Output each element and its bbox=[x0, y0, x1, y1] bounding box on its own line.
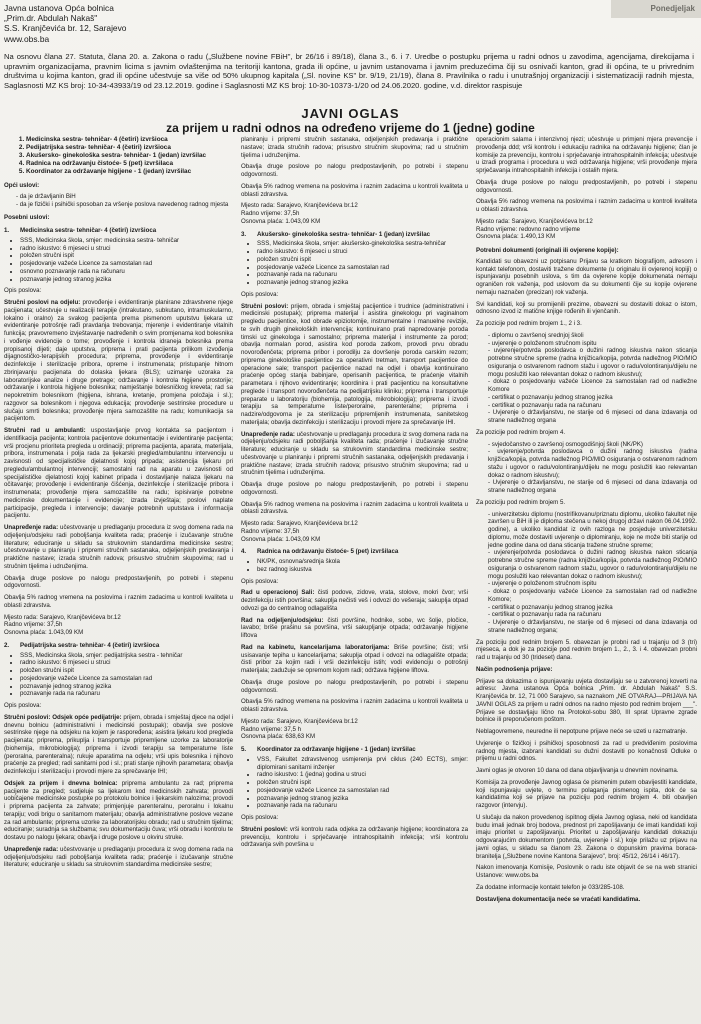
job-3-location: Mjesto rada: Sarajevo, Kranjčevićeva br.12 bbox=[241, 520, 358, 527]
document-item: - certifikat o poznavanju jednog stranog jezika bbox=[488, 604, 697, 612]
job-3-salary: Osnovna plaća: 1.043,09 KM bbox=[241, 535, 321, 543]
docs-group-2-list bbox=[476, 441, 697, 495]
docs-group-1-heading: Za pozicije pod rednim brojem 1., 2 i 3. bbox=[476, 320, 582, 327]
requirement: • položen stručni ispit bbox=[257, 256, 468, 264]
job-5-salary: Osnovna plaća: 1.490,13 KM bbox=[476, 233, 556, 241]
position-item: 3. Akušersko- ginekološka sestra- tehničar- 1 (jedan) izvršilac bbox=[26, 152, 233, 160]
document-item: - uvjerenje/potvrda poslodavca o dužini radnog iskustva nakon sticanja potrebne stručne spreme (radna knjižica/kopija, potvrda nadležnog PIO/MIO osiguranja o ostvarenom radnom stažu i ugovor o radu/volontiranju/dijelu ne mogu poslužiti kao relevantan dokaz o radnom iskustvu); bbox=[488, 347, 697, 378]
job-5-heading: 5. Koordinator za održavanje higijene - 1 (jedan) izvršilac bbox=[241, 746, 416, 753]
requirement: • bez radnog iskustva bbox=[257, 566, 468, 574]
position-item: 4. Radnica na održavanju čistoće- 5 (pet) izvršilaca bbox=[26, 160, 233, 168]
job-1-heading: 1. Medicinska sestra- tehničar- 4 (četiri) izvršioca bbox=[4, 227, 157, 234]
priority-note: U slučaju da nakon provedenog ispitnog dijela Javnog oglasa, neki od kandidata budu imali jednak broj bodova, prednost pri zapošljavanju će imati kandidati koji imaju prioritet u zapošljavanju. Prioritet u zapošljavanju kandidati dokazuju odgovarajućim dokumentom (potvrda, uvjerenje i sl.) koje prilažu uz prijavu na javni oglas, u skladu sa članom 23. Zakona o dopunskim pravima boraca-branitelja („Službene novine Kantona Sarajevo", broj: 45/12, 26/14 i 46/17). bbox=[476, 813, 697, 860]
general-condition: - da je državljanin BiH bbox=[16, 193, 233, 201]
documents-intro: Kandidati su obavezni uz potpisanu Prijavu sa kratkom biografijom, adresom i kontakt telefonom, dostaviti tražene dokumente (u originalu ili ovjerenoj kopiji) o ispunjavanju posebnih uslova, s tim da ovjerene kopije dokumenata nemaju ograničen rok važenja, pod uslovom da su dokumenti čije su kopije ovjerene nemaju naznačen (precizan) rok važenja. bbox=[476, 257, 697, 296]
requirement: • SSS, Medicinska škola, smjer: medicinska sestra- tehničar bbox=[20, 237, 233, 245]
job-3-duties-professional: Stručni poslovi: prijem, obrada i smještaj pacijentice i trudnice (administrativni i medicinski postupak); priprema materijal i asistira ginekologu pri vaginalnom pregledu pacijentice, kod obrade epiziotomije, instrumentalne i manuelne revizije, te svih drugih ginekoloških intervencija; kontinuirano prati napredovanje poroda timski uz ginekologa i samostalno; priprema materijal i instrumente za porod; obavlja normalan porod, asistira kod poroda zatkom, provodi prvu obradu novorođenčeta; priprema pribor i porodilju za dovršenje poroda carskim rezom; priprema ginekološke pacijentice za operativni tretman, transport pacijentice do operacione sale; transport pacijentice nazad na odjel i obavlja kontinuirano praćenje općeg stanja babinjare, operisanih pacijentica, te praćenje vitalnih parametara i njihovo evidentiranje; koordinira i prati pacijenticu na konsultativne preglede i transport novorođenčeta na pedijatrijsku kliniku; priprema i transportuje preparate u laboratoriju (biohemija, patologija, mikrobiologija); priprema i izvodi terapiju sa temperaturne liste/peroralne, parenteralne; priprema i nadzire/odgovorna je za sterilizaciju pripremljenih instrumenata, sanitetskog materijala; obavlja dezinfekciju i sterilizaciju i provodi mjere za sprečavanje IHI. bbox=[241, 302, 468, 426]
ad-title-main: JAVNI OGLAS bbox=[301, 106, 400, 121]
job-2-requirements bbox=[4, 652, 233, 699]
document-item: - certifikat o poznavanju rada na računaru bbox=[488, 402, 697, 410]
job-3-duties-improvement: Unapređenje rada: učestvovanje u predlaganju procedura iz svog domena rada na odjeljenju/odsjeku radi poboljšanja kvaliteta rada; praćenje i izučavanje stručne literature; educiranje u skladu sa strukovnim standardima medicinske sestre; učestvovanje u planiranju i pripremi stručnih sastanaka, odjeljenjskih predavanja i praktične nastave; izrada stručnih radova; prisustvo stručnim skupovima; rad u stručnim tijelima i udruženjima. bbox=[241, 430, 468, 477]
page-corner-label: Ponedjeljak bbox=[611, 0, 701, 18]
docs-group-1-list bbox=[476, 332, 697, 425]
docs-group-3-heading: Za poziciju pod rednim brojem 5. bbox=[476, 498, 566, 506]
requirement: • poznavanje rada na računaru bbox=[257, 271, 468, 279]
job-4-duties-label: Opis poslova: bbox=[241, 577, 279, 585]
job-4-location: Mjesto rada: Sarajevo, Kranjčevićeva br.12 bbox=[241, 717, 358, 725]
requirement: • radno iskustvo: 6 mjeseci u struci bbox=[257, 248, 468, 256]
job-2-quality-control: Obavlja 5% radnog vremena na poslovima i raznim zadacima u kontroli kvaliteta u oblasti zdravstva. bbox=[241, 182, 468, 198]
docs-group-3-list bbox=[476, 511, 697, 635]
column-2 bbox=[241, 136, 468, 1021]
requirement: • poznavanje rada na računaru bbox=[20, 690, 233, 698]
position-item: 1. Medicinska sestra- tehničar- 4 (četiri) izvršioca bbox=[26, 136, 233, 144]
requirement: • radno iskustvo: 6 mjeseci u struci bbox=[20, 659, 233, 667]
job-5-requirements bbox=[241, 756, 468, 810]
requirement: • položen stručni ispit bbox=[257, 779, 468, 787]
requirement: • posjedovanje važeće Licence za samostalan rad bbox=[257, 264, 468, 272]
job-1-requirements bbox=[4, 237, 233, 284]
job-1-duties-ward: Stručni poslovi na odjelu: provođenje i evidentiranje planirane zdravstvene njege pacijenata; učestvuje u realizaciji terapije (intrakutano, subkutano, intramuskularno, lokalno i oralno) za svakog pacijenta prema pismenom uputstvu ljekara uz evidentiranje potrošnje rađi pravdanja trebovanja; mjerenje i evidentiranje vitalnih funkcija; pravovremeno izvještavanje nadređenih o svim promjenama kod bolesnika i vođenje evidencije o tome; provođenje i kontrola idraneja bolesnika prema propisanoj dijeti; daje uputstva, priprema i prati pacijenta prilikom izvođenja dijagnostičko-terapijskih procedura; priprema, provođenje i evidentiranje dezinfekcije i sterilizacije pribora, opreme i instrumenata; pristupanje hitnom zbrinjavanju pacijenata do dolaska ljekara (BLS); uzimanje uzoraka za laboratorijske analize i druge pretrage; održavanje i kontrola higijene prostorije; održavanje i kontrola higijene bolesnika; namještanje bolesničkog kreveta; rad sa nepokretnim bolesnikom (higijena, ishrana, kretanje, promjena položaja i sl.); razgovor sa bolesnikom i njegova edukacija; provođenje sestrinske procedure u slučaju smrti bolesnika; provođenje mjera samozaštite na radu; komunikacija sa pacijentom. bbox=[4, 299, 233, 423]
requirement: • VSS, Fakultet zdravstvenog usmjerenja prvi ciklus (240 ECTS), smjer: diplomirani sanitarni inženjer bbox=[257, 756, 468, 772]
contact-phone: Za dodatne informacije kontakt telefon je 033/285-108. bbox=[476, 883, 625, 891]
job-4-duties-offices: Rad na kabinetu, kancelarijama laboratorijama: Briše površine; čisti; vrši usisavanje tepiha u kancelarijama; sakuplja otpad i odvozi na odlagalište otpada; čisti pribor za kojim radi i vrši dezinfekciju istih; vodi evidenciju o potrošnji materijala; zadužuje se opremom kojom radi; održava higijene liftova. bbox=[241, 643, 468, 674]
job-5-other-duties: Obavlja druge poslove po nalogu predpostavljenih, po potrebi i stepenu odgovornosti. bbox=[476, 178, 697, 194]
job-5-quality-control: Obavlja 5% radnog vremena na poslovima i raznim zadacima u kontroli kvaliteta u oblasti zdravstva. bbox=[476, 198, 697, 213]
document-item: - univerzitetsku diplomu (nostrifikovanu/priznatu diplomu, ukoliko fakultet nije završen u BiH ili je diploma stečena u nekoj drugoj državi nakon 06.04.1992. godine), a ukoliko kandidat iz ovih razloga ne posjeduje univerzitetsku diplomu, može dostaviti uvjerenje o diplomiranju, koje ne može biti starije od jedne godine dana od dana sticanja tražene stručne spreme; bbox=[488, 511, 697, 550]
requirement: • poznavanje jednog stranog jezika bbox=[257, 279, 468, 287]
legal-intro-paragraph: Na osnovu člana 27. Statuta, člana 20. a. Zakona o radu („Službene novine FBiH", br 26/16 i 89/18), člana 3., 6. i 7. Uredbe o postupku prijema u radni odnos u zavodima, agencijama, direkcijama i upravnim organizacijama, pravnim licima s javnim ovlaštenjima na teritoriji kantona, grada ili općine, u javnim ustanovama i javnim preduzećima čiji su osnivači kanton, grad ili općina, te u privrednim društvima u kojima kanton, grad ili općine učestvuje sa više od 50% ukupnog kapitala („Sl. novine KS" br. 9/19, 21/19), člana 8. Pravilnika o radu i unutrašnjoj organizaciji i sistematizaciji radnih mjesta, Saglasnosti MZ KS broj: 10-34-43933/19 od 23.12.2019. godine i Saglasnosti MZ KS broj: 10-30-10373-1/20 od 24.06.2020. godine, v.d. direktor raspisuje bbox=[4, 52, 694, 90]
job-5-duties-continued: operacionim salama i intenzivnoj njezi; učestvuje u primjeni mjera prevencije i provođenja ddd; vrši kontrolu i edukaciju radnika na održavanju higijene; član je komisije za prevenciju, kontrolu i sprječavanje intrahospitalnih infekcija; učestvuje u izradi programa i procedura u vezi održavanja higijene; vrši provođenje mjera sprječavanja intrahospitalnih infekcija i ostalih mjera. bbox=[476, 136, 697, 174]
requirement: • posjedovanje važeće Licence za samostalan rad bbox=[257, 787, 468, 795]
requirement: • poznavanje rada na računaru bbox=[257, 802, 468, 810]
job-2-duties-label: Opis poslova: bbox=[4, 702, 42, 709]
job-2-heading: 2. Pedijatrijska sestra- tehničar- 4 (četiri) izvršioca bbox=[4, 641, 160, 649]
job-3-other-duties: Obavlja druge poslove po nalogu predpostavljenih, po potrebi i stepenu odgovornosti. bbox=[241, 481, 468, 496]
job-1-other-duties: Obavlja druge poslove po nalogu predpostavljenih, po potrebi i stepenu odgovornosti. bbox=[4, 574, 233, 590]
requirement: • poznavanje jednog stranog jezika bbox=[257, 795, 468, 803]
header-website: www.obs.ba bbox=[4, 33, 50, 44]
document-item: - dokaz o posjedovanju važeće Licence za samostalan rad od nadležne Komore; bbox=[488, 588, 697, 604]
document-item: - Uvjerenje o državljanstvu, ne starije od 6 mjeseci od dana izdavanja od strane nadležnog organa bbox=[488, 479, 697, 495]
job-1-duties-improvement: Unapređenje rada: učestvovanje u predlaganju procedura iz svog domena rada na odjeljenju/odsjeku radi poboljšanja kvaliteta rada; praćenje i izučavanje stručne literature; educiranje u skladu sa strukovnim standardima medicinske sestre; učestvovanje u planiranju i pripremi stručnih sastanaka, odjeljenjskih predavanja i praktične nastave; izrada stručnih radova; prisustvo stručnim skupovima; rad u stručnim tijelima i udruženjima. bbox=[4, 524, 233, 570]
header-line: „Prim.dr. Abdulah Nakaš" bbox=[4, 13, 98, 24]
document-item: - Uvjerenje o državljanstvu, ne starije od 6 mjeseci od dana izdavanja od strane nadležnog organa; bbox=[488, 619, 697, 635]
job-1-location: Mjesto rada: Sarajevo, Kranjčevićeva br.12 bbox=[4, 613, 121, 621]
documents-not-returned: Dostavljena dokumentacija neće se vraćati kandidatima. bbox=[476, 895, 641, 903]
general-condition: - da je fizički i psihički sposoban za vršenje poslova navedenog radnog mjesta bbox=[16, 201, 233, 209]
general-conditions-heading: Opći uslovi: bbox=[4, 182, 40, 189]
job-4-heading: 4. Radnica na održavanju čistoće- 5 (pet) izvršilaca bbox=[241, 548, 399, 556]
submission-method: Prijave sa dokazima o ispunjavanju uvjeta dostavljaju se u zatvorenoj koverti na adresu: Javna ustanova Opća bolnica „Prim. dr. Abdulah Nakaš" S.S. Kranjčevića br. 12, 71 000 Sarajevo, sa naznakom „NE OTVARAJ—PRIJAVA NA JAVNI OGLAS za prijem u radni odnos na radno mjesto pod rednim brojem ___". Prijave se dostavljaju lično na Protokol-sobu 380, III sprat Upravne zgrade bolnice ili preporučenom poštom. bbox=[476, 677, 697, 724]
job-1-duties-label: Opis poslova: bbox=[4, 287, 42, 295]
job-2-duties-admission: Odsjek za prijem i dnevna bolnica: priprema ambulantu za rad; priprema pacijente za pregled; sudjeluje sa ljekarom kod medicinskih zahvata; provodi uobičajene medicinske postupke po protokolu bolnice i ljekarskim nalozima; provodi i priprema pacijenta za zahvate; primjenjuje parenteralnu, peroralnu i lokalnu terapiju; vodi brigu o sanitarnom materijalu; obavlja administrativne poslove vezane za rad ambulante; priprema uzorke za laboratorijsku obradu; rad u stručnim tijelima; educiranje; suradnja sa službama; svu dokumentaciju čuva; vrši obradu i kontrolu te dostavu po nalogu ljekara; obavlja i druge poslove u okviru struke. bbox=[4, 779, 233, 841]
docs-group-2-heading: Za pozicije pod rednim brojem 4. bbox=[476, 428, 566, 436]
job-4-duties-operating-room: Rad u operacionoj Sali: čisti podove, zidove, vrata, stolove, mokri čvor; vrši dezinfekciju istih površina; sakuplja nečisti veš i odvozi do vešeraja; sakuplja otpad odvozi ga do centralnog odlagališta bbox=[241, 589, 468, 612]
document-item: - diplomu o završenoj srednjoj školi bbox=[488, 332, 697, 340]
header-line: Javna ustanova Opća bolnica bbox=[4, 3, 114, 13]
job-5-location: Mjesto rada: Sarajevo, Kranjčevićeva br.12 bbox=[476, 217, 593, 225]
requirement: • SSS, Medicinska škola, smjer: pedijatrijska sestra - tehničar bbox=[20, 652, 233, 660]
general-conditions-list bbox=[4, 193, 233, 209]
column-1 bbox=[4, 136, 233, 1021]
job-3-requirements bbox=[241, 240, 468, 287]
column-3 bbox=[476, 136, 697, 1021]
web-notice: Nakon imenovanja Komisije, Poslovnik o radu iste objavit će se na web stranici Ustanove: www.obs.ba bbox=[476, 864, 697, 879]
job-2-location: Mjesto rada: Sarajevo, Kranjčevićeva br.12 bbox=[241, 202, 358, 210]
requirement: • poznavanje jednog stranog jezika bbox=[20, 683, 233, 691]
institution-header bbox=[4, 3, 304, 44]
job-1-hours: Radno vrijeme: 37,5h bbox=[4, 621, 63, 629]
required-documents-heading: Potrebni dokumenti (originali ili ovjerene kopije): bbox=[476, 247, 619, 254]
document-item: - uvjerenje/potvrda poslodavca o dužini radnog iskustva nakon sticanja potrebne stručne spreme (radna knjižica/kopija, potvrda nadležnog PIO/MIO osiguranja o ostvarenom radnom stažu, ugovor o radu/volontiranju/dijelu ne mogu poslužiti kao relevantan dokaz o radnom iskustvu); bbox=[488, 549, 697, 580]
job-4-duties-ward: Rad na odjeljenju/odsjeku: čisti površine, hodnike, sobe, wc šolje, pločice, lavabo; briše prašinu sa površina, vrši sakupljanje otpada; održavanje higijene liftova bbox=[241, 616, 468, 639]
job-4-other-duties: Obavlja druge poslove po nalogu predpostavljenih, po potrebi i stepenu odgovornosti. bbox=[241, 678, 468, 694]
requirement: • SSS, Medicinska škola, smjer: akušersko-ginekološka sestra-tehničar bbox=[257, 240, 468, 248]
health-certificate-note: Uvjerenje o fizičkoj i psihičkoj sposobnosti za rad u predviđenim poslovima radnog mjesta, izabrani kandidati su dužni dostaviti po konačnosti Odluke o prijemu u radni odnos. bbox=[476, 739, 697, 763]
requirement: • radno iskustvo: 6 mjeseci u struci bbox=[20, 245, 233, 253]
special-conditions-heading: Posebni uslovi: bbox=[4, 214, 50, 222]
job-2-salary: Osnovna plaća: 1.043,09 KM bbox=[241, 217, 321, 225]
job-2-other-duties: Obavlja druge poslove po nalogu predpostavljenih, po potrebi i stepenu odgovornosti. bbox=[241, 163, 468, 178]
position-item: 5. Koordinator za održavanje higijene - 1 (jedan) izvršilac bbox=[26, 168, 233, 176]
job-2-duties-pediatrics: Stručni poslovi: Odsjek opće pedijatrije: prijem, obrada i smještaj djece na odjel i dnevnu bolnicu (administrativni i medicinski postupak); obavlja sve poslove sestrinske njege na odsjeku na kojem je raspoređena; asistira ljekaru kod pregleda pacijenata; priprema, prikuplja i transportuje pripremljene uzorke za laboratorije (biohemija, mikrobiologija); priprema i izvodi terapiju sa temperaturne liste (peroralna, parenteralna); rukuje aparatima na odjelu; vrši upis bolesnika i njihovo praćenje za pregled; radi sanitarni pod i sl.; prati stanje njihovih parametara; obavlja dezinfekciju i sterilizaciju i provodi mjere za sprečavanje IHI; bbox=[4, 713, 233, 775]
requirement: • poznavanje jednog stranog jezika bbox=[20, 276, 233, 284]
document-item: - uvjerenje o položenom stručnom ispitu bbox=[488, 340, 697, 348]
job-1-salary: Osnovna plaća: 1.043,09 KM bbox=[4, 629, 84, 636]
job-5-hours: Radno vrijeme: redovno radno vrijeme bbox=[476, 225, 581, 233]
positions-list bbox=[4, 136, 233, 176]
job-3-hours: Radno vrijeme: 37,5h bbox=[241, 527, 300, 535]
document-item: - uvjerenje/potvrda poslodavca o dužini radnog iskustva (radna knjižica/kopija, potvrda nadležnog PIO/MIO osiguranja o ostvarenom radnom stažu i ugovor o radu/volontiranju/dijelu ne mogu poslužiti kao relevantan dokaz o radnom iskustvu); bbox=[488, 448, 697, 479]
requirement: • položen stručni ispit bbox=[20, 252, 233, 260]
job-4-requirements bbox=[241, 558, 468, 574]
ad-title bbox=[0, 107, 701, 135]
job-2-hours: Radno vrijeme: 37,5h bbox=[241, 210, 300, 217]
commission-note: Komisija za provođenje Javnog oglasa će pismenim putem obavijestiti kandidate, koji ispunjavaju uvjete, o terminu polaganja pismenog ispita, dok će sa kandidatima koji se prijave na poziciju pod rednim brojem 4. biti obavljen razgovor (intervju). bbox=[476, 778, 697, 809]
job-4-quality-control: Obavlja 5% radnog vremena na poslovima i raznim zadacima u kontroli kvaliteta u oblasti zdravstva. bbox=[241, 698, 468, 713]
document-item: - svjedočanstvo o završenoj osmogodišnjoj školi (NK/PK) bbox=[488, 441, 697, 449]
document-item: - Uvjerenje o državljanstvu, ne starije od 6 mjeseci od dana izdavanja od strane nadležnog organa bbox=[488, 409, 697, 425]
job-5-duties-label: Opis poslova: bbox=[241, 814, 279, 821]
job-3-duties-label: Opis poslova: bbox=[241, 290, 279, 298]
job-2-duties-continued: planiranju i pripremi stručnih sastanaka, odjeljenjskih predavanja i praktične nastave; izrada stručnih radova; prisustvo stručnim skupovima; rad u stručnim tijelima i udruženjima. bbox=[241, 136, 468, 159]
document-item: - certifikat o poznavanju rada na računaru bbox=[488, 611, 697, 619]
requirement: • posjedovanje važeće Licence za samostalan rad bbox=[20, 260, 233, 268]
job-4-salary: Osnovna plaća: 638,63 KM bbox=[241, 733, 316, 741]
incomplete-applications-note: Neblagovremene, neuredne ili nepotpune prijave neće se uzeti u razmatranje. bbox=[476, 728, 688, 735]
job-4-hours: Radno vrijeme: 37,5 h bbox=[241, 725, 302, 733]
job-1-quality-control: Obavlja 5% radnog vremena na poslovima i raznim zadacima u kontroli kvaliteta u oblasti zdravstva. bbox=[4, 594, 233, 609]
job-3-heading: 3. Akušersko- ginekološka sestra- tehničar- 1 (jedan) izvršilac bbox=[241, 230, 431, 238]
submission-method-heading: Način podnošenja prijave: bbox=[476, 665, 553, 673]
job-2-duties-improvement: Unapređenje rada: učestvovanje u predlaganju procedura iz svog domena rada na odjeljenju/odsjeku radi poboljšanja kvaliteta rada; praćenje i izučavanje stručne literature; educiranje u skladu sa strukovnim standardima medicinske sestre; bbox=[4, 845, 233, 869]
job-5-duties-professional: Stručni poslovi: vrši kontrolu rada odjeka za održavanje higijene; koordinatora za prevenciju, kontrolu i sprječavanje intrahospitalnih infekcija; vrši kontrolu održavanja svih površina u bbox=[241, 825, 468, 849]
requirement: • radno iskustvo: 1 (jedna) godina u struci bbox=[257, 771, 468, 779]
trial-period: Za poziciju pod rednim brojem 5. obavezan je probni rad u trajanju od 3 (tri) mjeseca, a dok je za pozicije pod rednim brojem 1., 2., 3. i 4. obavezan probni rad u trajanju od 30 (trideset) dana. bbox=[476, 638, 697, 661]
position-item: 2. Pedijatrijska sestra- tehničar- 4 (četiri) izvršioca bbox=[26, 144, 233, 152]
header-line: S.S. Kranjčevića br. 12, Sarajevo bbox=[4, 23, 127, 34]
document-item: - uvjerenje o položenom stručnom ispitu bbox=[488, 580, 697, 588]
requirement: • NK/PK, osnovna/srednja škola bbox=[257, 558, 468, 566]
open-period-note: Javni oglas je otvoren 10 dana od dana objavljivanja u dnevnim novinama. bbox=[476, 767, 679, 774]
requirement: • osnovno poznavanje rada na računaru bbox=[20, 268, 233, 276]
document-item: - certifikat o poznavanju jednog stranog jezika bbox=[488, 394, 697, 402]
documents-name-change: Svi kandidati, koji su promijenili prezime, obavezni su dostaviti dokaz o istom, odnosno izvod iz matične knjige rođenih ili vjenčanih. bbox=[476, 300, 697, 316]
document-item: - dokaz o posjedovanju važeće Licence za samostalan rad od nadležne Komore bbox=[488, 378, 697, 394]
requirement: • položen stručni ispit bbox=[20, 667, 233, 675]
requirement: • posjedovanje važeće Licence za samostalan rad bbox=[20, 675, 233, 683]
job-1-duties-ambulance: Stručni rad u ambulanti: uspostavljanje prvog kontakta sa pacijentom i identifikacija pacijenta; kontrola pacijentove dokumentacije i evidentiranje pacijenta; vrši procjenu prioriteta pregleda u ordinaciji; priprema pacijenta, aparata, materijala, pribora, instrumenata i polja rada za ljekarski pregled/ambulantnu intervenciju u zavisnosti od specijalističke djelatnosti kojoj pripada; asistencija ljekaru pri pregledu/ambulantnoj intervenciji; samostalni rad na aparatu u zavisnosti od specijalističke djelatnosti kojoj kabinet pripada i dostavljanje nalaza ljekaru na očitavanje; provođenje i evidentiranje čišćenja, dezinfekcije i sterilizacije pribora i instrumenata; provođenje mjera samozaštite na radu; ispisivanje potrebne medicinske dokumentacije i evidencije; izrada izvještaja; poslovi naplate participacije, pregleda i intervencije; davanje potrebnih uputstava i informacija pacijentu. bbox=[4, 427, 233, 520]
job-3-quality-control: Obavlja 5% radnog vremena na poslovima i raznim zadacima u kontroli kvaliteta u oblasti zdravstva. bbox=[241, 500, 468, 516]
ad-title-sub: za prijem u radni odnos na određeno vrijeme do 1 (jedne) godine bbox=[166, 121, 535, 135]
